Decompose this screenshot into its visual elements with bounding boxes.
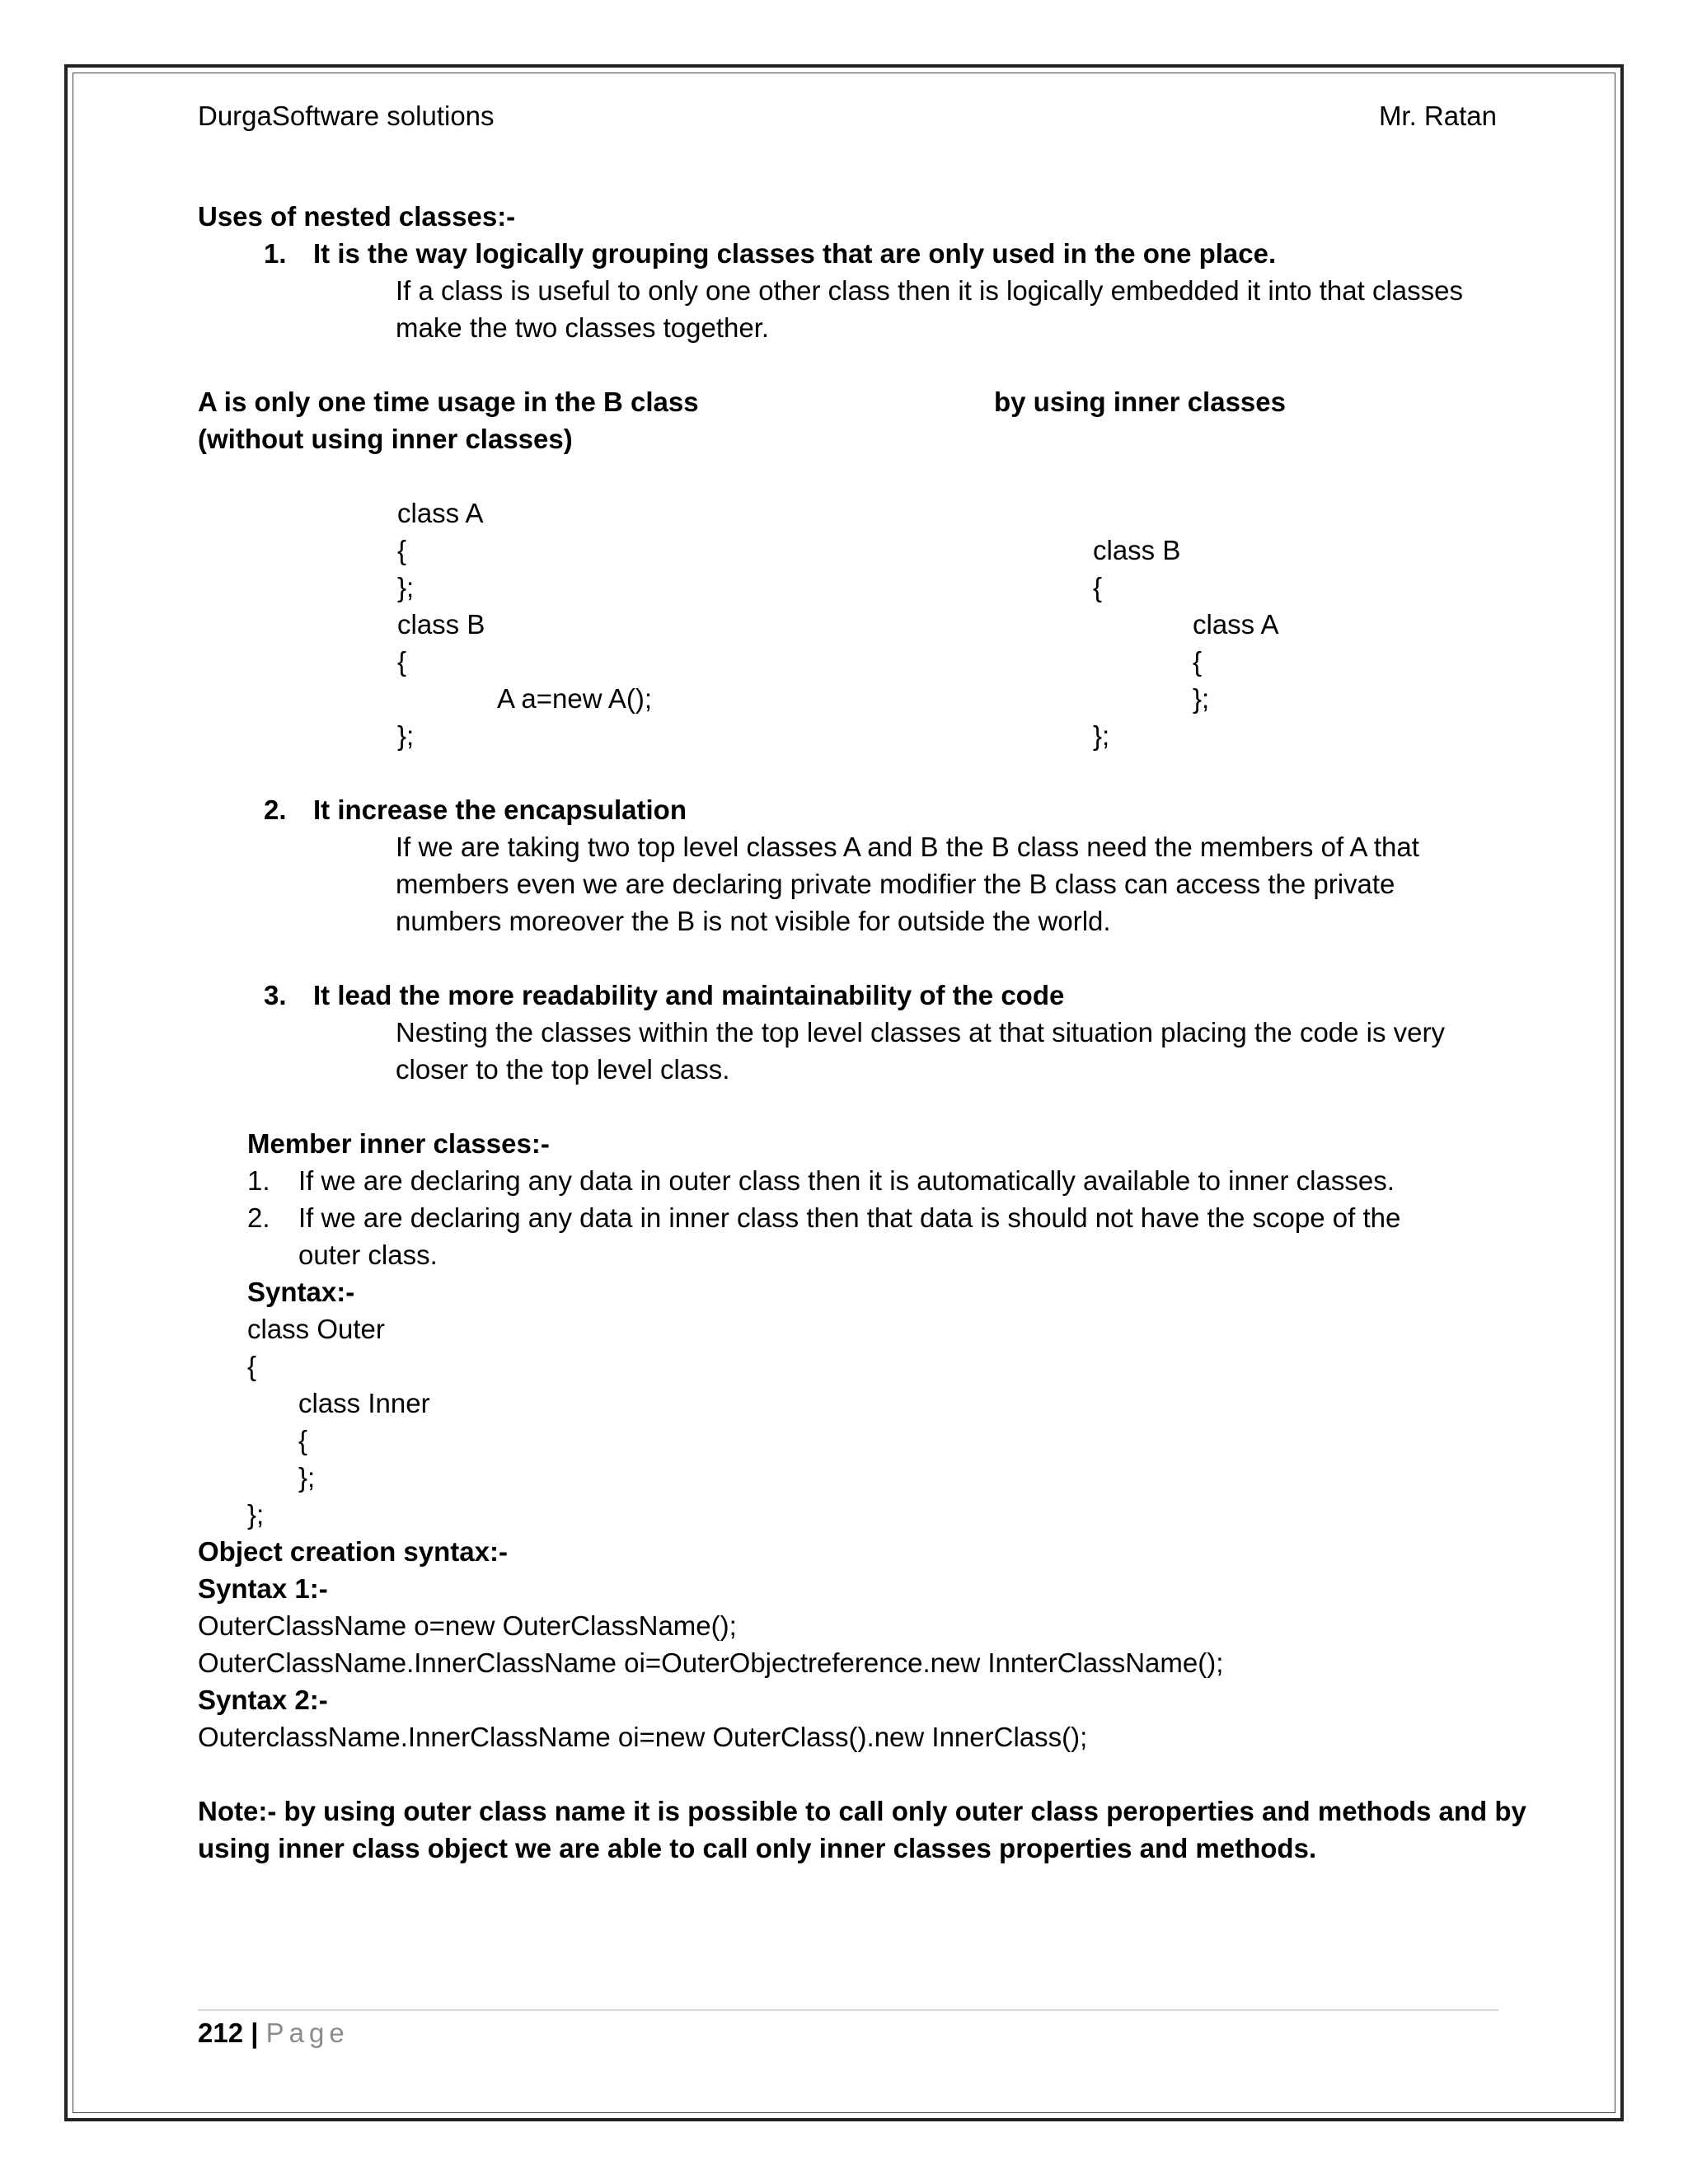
footer-rule [198,2009,1498,2011]
syntax-code-line: class Inner [298,1388,430,1418]
syntax-code-line: class Outer [247,1314,385,1344]
item1-line: If a class is useful to only one other class then it is logically embedded it into that classes [396,275,1464,306]
item1-number: 1. [264,238,287,269]
syntax1-label: Syntax 1:- [198,1573,328,1604]
item2-number: 2. [264,794,287,825]
item3-title: It lead the more readability and maintainability of the code [313,980,1065,1010]
header-left: DurgaSoftware solutions [198,101,495,131]
right-code-line: { [1093,572,1103,602]
right-code-line: { [1193,646,1203,677]
note-line: using inner class object we are able to call only inner classes properties and methods. [198,1833,1317,1863]
item1-title: It is the way logically grouping classes that are only used in the one place. [313,238,1277,269]
right-code-line: class B [1093,535,1181,565]
left-code-line: }; [397,720,415,751]
left-code-line: class B [397,609,485,640]
uses-heading: Uses of nested classes:- [198,201,516,232]
member-point-number: 2. [247,1202,270,1233]
member-point-number: 1. [247,1165,270,1196]
member-point-line: If we are declaring any data in outer class then it is automatically available to inner classes. [298,1165,1395,1196]
syntax2-line: OuterclassName.InnerClassName oi=new OuterClass().new InnerClass(); [198,1722,1088,1752]
header-right: Mr. Ratan [1378,101,1497,131]
page-number: 212 [198,2018,244,2048]
member-point-line: outer class. [298,1240,438,1270]
page-footer [198,2017,349,2050]
item2-line: members even we are declaring private modifier the B class can access the private [396,869,1395,899]
syntax-code-line: { [298,1425,308,1455]
member-point-line: If we are declaring any data in inner class then that data is should not have the scope of the [298,1202,1401,1233]
member-heading: Member inner classes:- [247,1128,550,1159]
right-code-line: }; [1093,720,1110,751]
item2-title: It increase the encapsulation [313,794,687,825]
syntax1-line: OuterClassName o=new OuterClassName(); [198,1610,737,1641]
object-creation-heading: Object creation syntax:- [198,1536,508,1567]
compare-left-heading: A is only one time usage in the B class [198,387,699,417]
item3-line: closer to the top level class. [396,1054,730,1085]
right-code-line: }; [1193,683,1210,714]
right-code-line: class A [1193,609,1279,640]
syntax-code-line: }; [247,1499,265,1530]
page-label: Page [265,2018,349,2048]
left-code-line: }; [397,572,415,602]
item1-line: make the two classes together. [396,312,770,343]
item2-line: numbers moreover the B is not visible for outside the world. [396,906,1111,936]
left-code-line: class A [397,498,484,528]
left-code-line: { [397,535,407,565]
item3-line: Nesting the classes within the top level classes at that situation placing the code is very [396,1017,1446,1047]
left-code-line: A a=new A(); [497,683,653,714]
syntax1-line: OuterClassName.InnerClassName oi=OuterObjectreference.new InnterClassName(); [198,1647,1224,1678]
syntax-code-line: }; [298,1462,316,1493]
compare-right-heading: by using inner classes [994,387,1286,417]
syntax-label: Syntax:- [247,1277,355,1307]
note-line: Note:- by using outer class name it is possible to call only outer class peroperties and methods and by [198,1796,1526,1826]
page-separator: | [251,2018,259,2048]
syntax-code-line: { [247,1351,257,1381]
left-code-line: { [397,646,407,677]
syntax2-label: Syntax 2:- [198,1685,328,1715]
compare-left-subheading: (without using inner classes) [198,424,573,454]
item3-number: 3. [264,980,287,1010]
item2-line: If we are taking two top level classes A and B the B class need the members of A that [396,832,1419,862]
